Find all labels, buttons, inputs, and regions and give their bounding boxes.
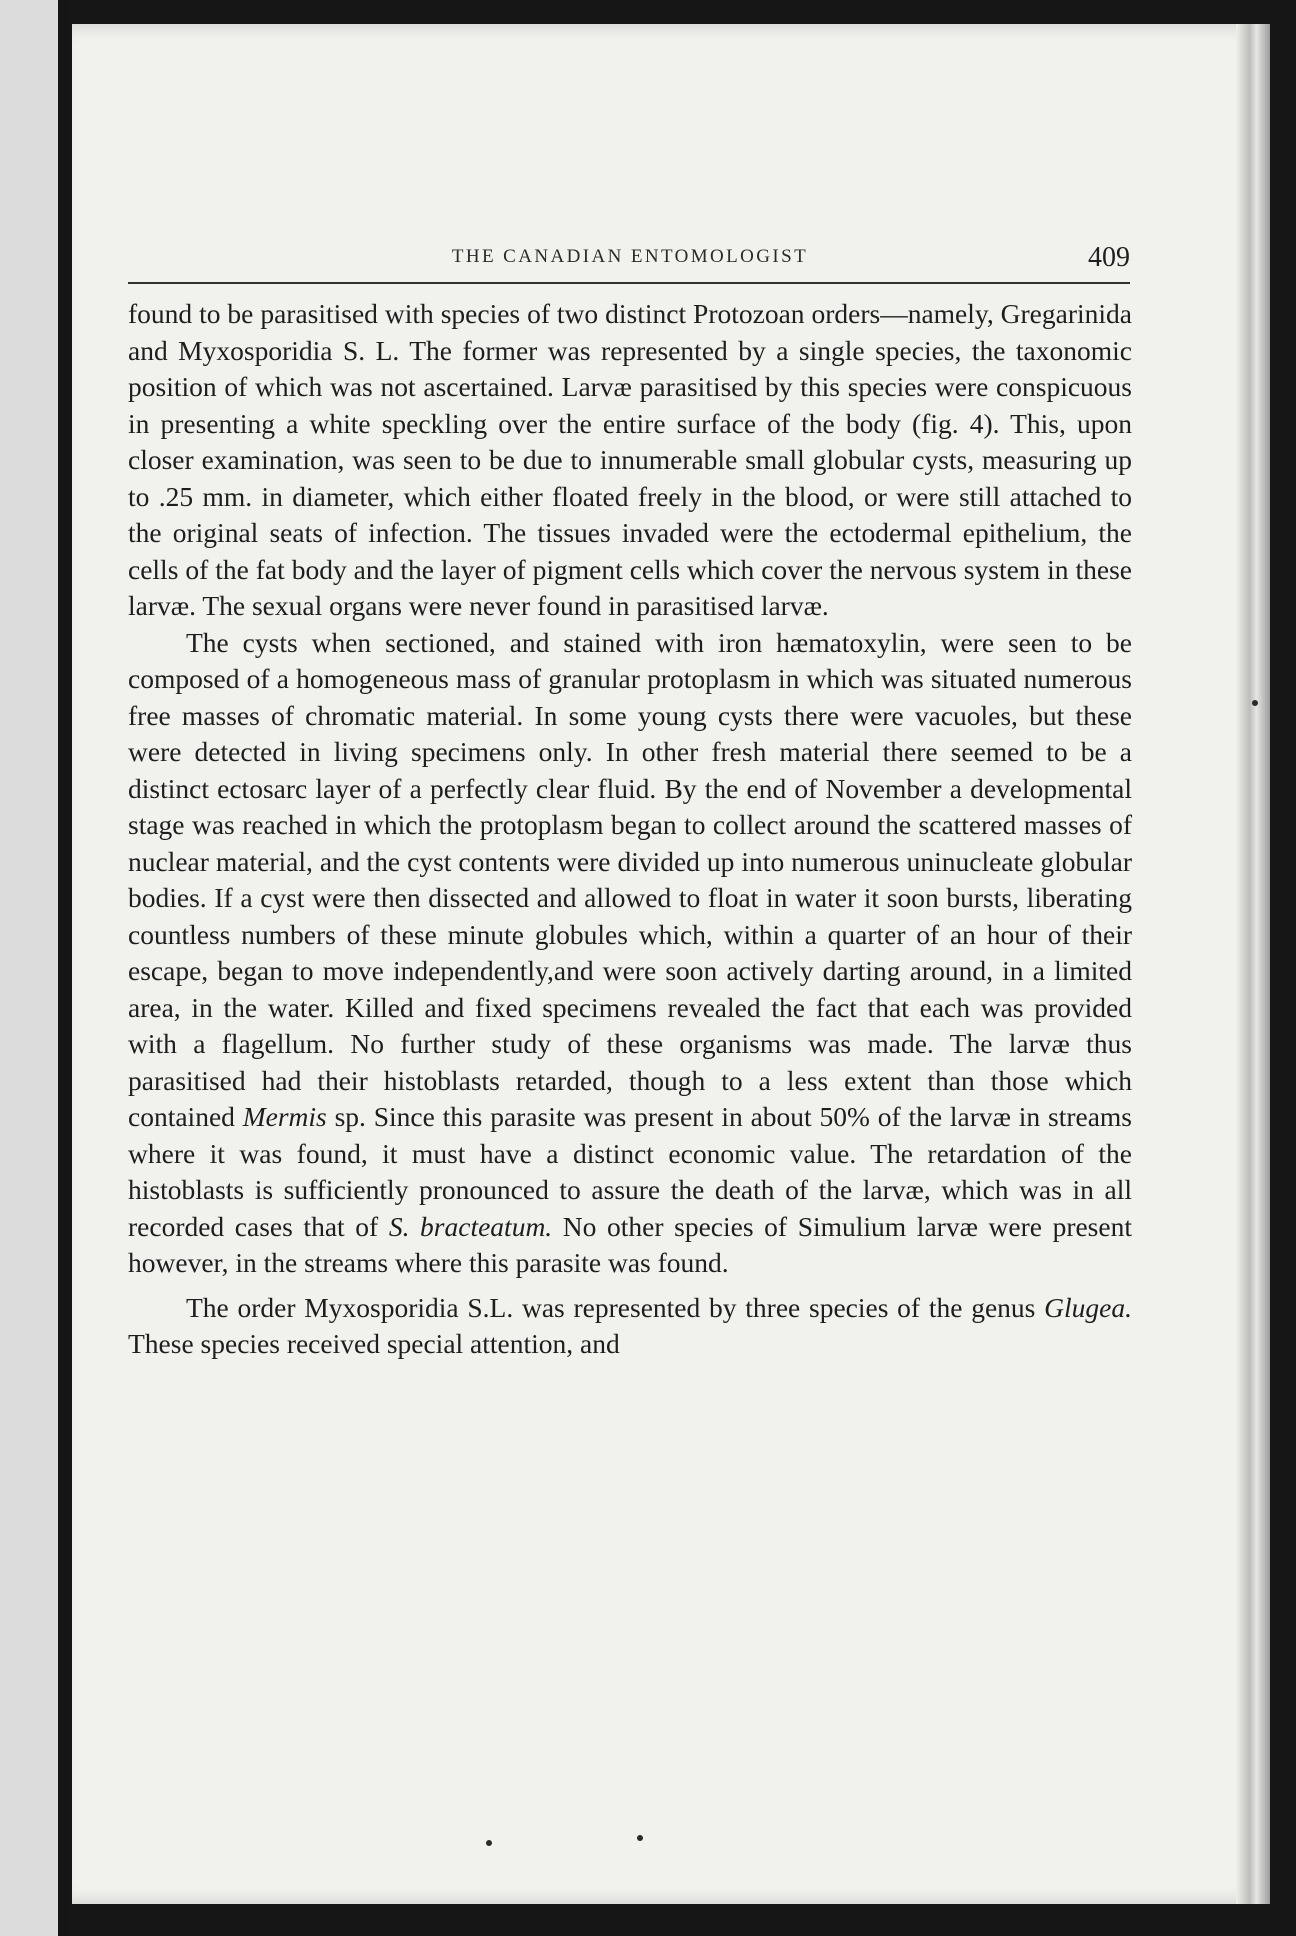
book-gutter bbox=[58, 0, 70, 1936]
paragraph-2-text: The cysts when sectioned, and stained with iron hæmatoxylin, were seen to be composed of a homogeneous mass of granular protoplasm in which was situated numerous free masses of chromatic material. In some young cysts there were vacuoles, but these were detected in living specimens only. In other fresh material there seemed to be a distinct ectosarc layer of a perfectly clear fluid. By the end of November a developmental stage was reached in which the protoplasm began to collect around the scattered masses of nuclear material, and the cyst contents were divided up into numerous uninucleate globular bodies. If a cyst were then dissected and allowed to float in water it soon bursts, liberating countless numbers of these minute globules which, within a quarter of an hour of their escape, began to move independently,and were soon actively darting around, in a limited area, in the water. Killed and fixed specimens revealed the fact that each was provided with a flagellum. No further study of these organisms was made. The larvæ thus parasitised had their histoblasts retarded, though to a less extent than those which contained bbox=[128, 626, 1132, 1132]
paragraph-3 bbox=[128, 1290, 1132, 1363]
paragraph-3-text: The order Myxosporidia S.L. was represented by three species of the genus bbox=[186, 1291, 1045, 1323]
paragraph-1: found to be parasitised with species of two distinct Protozoan orders—namely, Gregarinida and Myxosporidia S. L. The former was represented by a single species, the taxonomic position of which was not ascertained. Larvæ parasitised by this species were conspicuous in presenting a white speckling over the entire surface of the body (fig. 4). This, upon closer examination, was seen to be due to innumerable small globular cysts, measuring up to .25 mm. in diameter, which either floated freely in the blood, or were still attached to the original seats of infection. The tissues invaded were the ectodermal epithelium, the cells of the fat body and the layer of pigment cells which cover the nervous system in these larvæ. The sexual organs were never found in parasitised larvæ. bbox=[128, 298, 1132, 621]
paragraph-2-end: No other species of Simulium larvæ were present however, in the streams where this parasite was found. bbox=[128, 1210, 1132, 1278]
print-speck bbox=[1252, 700, 1258, 706]
page-stack-edge bbox=[1236, 24, 1270, 1904]
species-s-bracteatum: S. bracteatum. bbox=[388, 1210, 553, 1242]
journal-title: THE CANADIAN ENTOMOLOGIST bbox=[451, 246, 809, 267]
paragraph-3-end: These species received special attention, and bbox=[128, 1328, 620, 1359]
paragraph-2 bbox=[128, 625, 1132, 1282]
genus-mermis: Mermis bbox=[242, 1101, 327, 1132]
page-number: 409 bbox=[1088, 242, 1130, 273]
running-header bbox=[130, 218, 1130, 278]
genus-glugea: Glugea. bbox=[1044, 1291, 1132, 1323]
header-rule bbox=[128, 282, 1130, 284]
body-text bbox=[128, 296, 1132, 1363]
paragraph-2-middle: sp. Since this parasite was present in about 50% of the larvæ in streams where it was found, it must have a distinct economic value. The retardation of the histoblasts is sufficiently pronounced to assure the death of the larvæ, which was in all recorded cases that of bbox=[128, 1101, 1133, 1242]
print-speck bbox=[637, 1835, 643, 1841]
previous-page-edge bbox=[0, 0, 62, 1936]
print-speck bbox=[486, 1840, 492, 1846]
